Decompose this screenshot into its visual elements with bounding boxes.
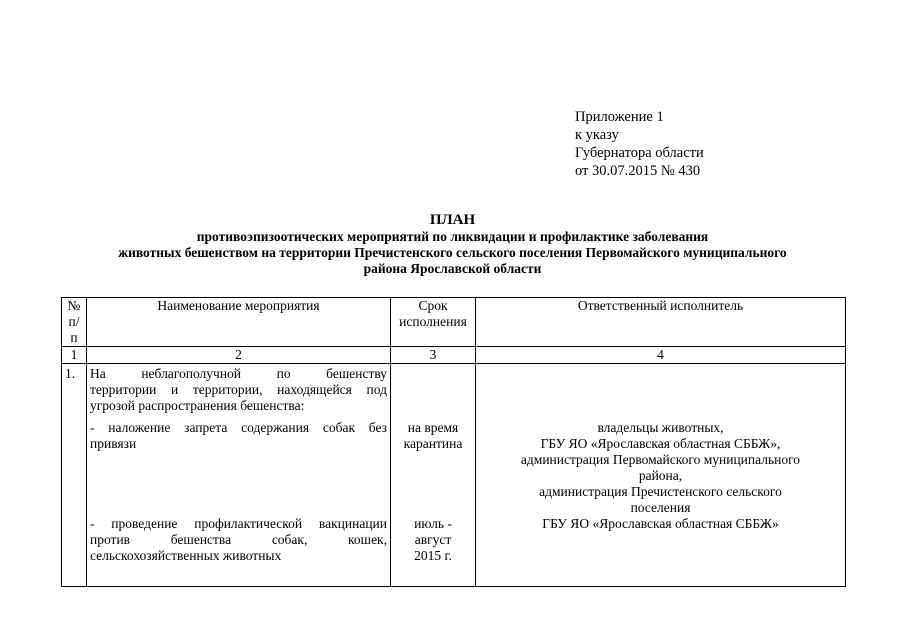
appendix-line: Приложение 1 <box>575 109 664 125</box>
item2-line: против бешенства собак, кошек, <box>90 532 387 547</box>
plan-subtitle-line: противоэпизоотических мероприятий по ликвидации и профилактике заболевания <box>196 229 709 244</box>
plan-table <box>61 297 846 587</box>
table-row <box>62 364 846 587</box>
column-number-row <box>62 347 846 364</box>
column-number: 1 <box>62 347 87 364</box>
row-responsible-cell <box>476 364 846 587</box>
item1-resp-line: администрация Пречистенского сельского <box>539 484 782 499</box>
column-number: 3 <box>391 347 476 364</box>
column-number: 4 <box>476 347 846 364</box>
header-num-line: п/п <box>68 314 80 345</box>
intro-line: На неблагополучной по бешенству <box>90 366 387 381</box>
header-num-line: № <box>67 298 81 313</box>
item1-line: привязи <box>90 436 137 451</box>
item2-deadline-line: август <box>414 532 452 547</box>
appendix-line: Губернатора области <box>575 145 704 161</box>
item2-deadline-line: 2015 г. <box>414 548 452 563</box>
item1-resp-line: администрация Первомайского муниципального <box>520 452 801 467</box>
item1-resp-line: поселения <box>630 500 691 515</box>
row-num: 1. <box>62 364 87 587</box>
header-deadline-line: Срок <box>418 298 448 313</box>
header-responsible: Ответственный исполнитель <box>476 298 846 347</box>
item2-deadline-line: июль - <box>414 516 452 531</box>
header-deadline-line: исполнения <box>399 314 467 329</box>
item1-deadline-line: на время <box>407 420 459 435</box>
plan-subtitle-line: района Ярославской области <box>363 261 542 276</box>
item1-resp-line: ГБУ ЯО «Ярославская областная СББЖ», <box>540 436 781 451</box>
appendix-block <box>575 108 704 180</box>
plan-title: ПЛАН <box>429 212 476 228</box>
item2-resp-line: ГБУ ЯО «Ярославская областная СББЖ» <box>542 516 779 531</box>
header-num <box>62 298 87 347</box>
item1-resp-line: владельцы животных, <box>597 420 724 435</box>
intro-line: угрозой распространения бешенства: <box>90 398 305 413</box>
plan-heading <box>0 211 905 277</box>
intro-line: территории и территории, находящейся под <box>90 382 387 397</box>
appendix-line: к указу <box>575 127 619 143</box>
header-name: Наименование мероприятия <box>87 298 391 347</box>
appendix-line: от 30.07.2015 № 430 <box>575 163 701 179</box>
header-deadline <box>391 298 476 347</box>
item2-line: сельскохозяйственных животных <box>90 548 282 563</box>
row-deadline-cell <box>391 364 476 587</box>
column-number: 2 <box>87 347 391 364</box>
item1-deadline-line: карантина <box>403 436 463 451</box>
item1-line: - наложение запрета содержания собак без <box>90 420 387 435</box>
plan-subtitle-line: животных бешенством на территории Пречистенского сельского поселения Первомайского муниципального <box>118 245 787 260</box>
item1-resp-line: района, <box>638 468 683 483</box>
item2-line: - проведение профилактической вакцинации <box>90 516 387 531</box>
table-header-row <box>62 298 846 347</box>
row-name-cell <box>87 364 391 587</box>
